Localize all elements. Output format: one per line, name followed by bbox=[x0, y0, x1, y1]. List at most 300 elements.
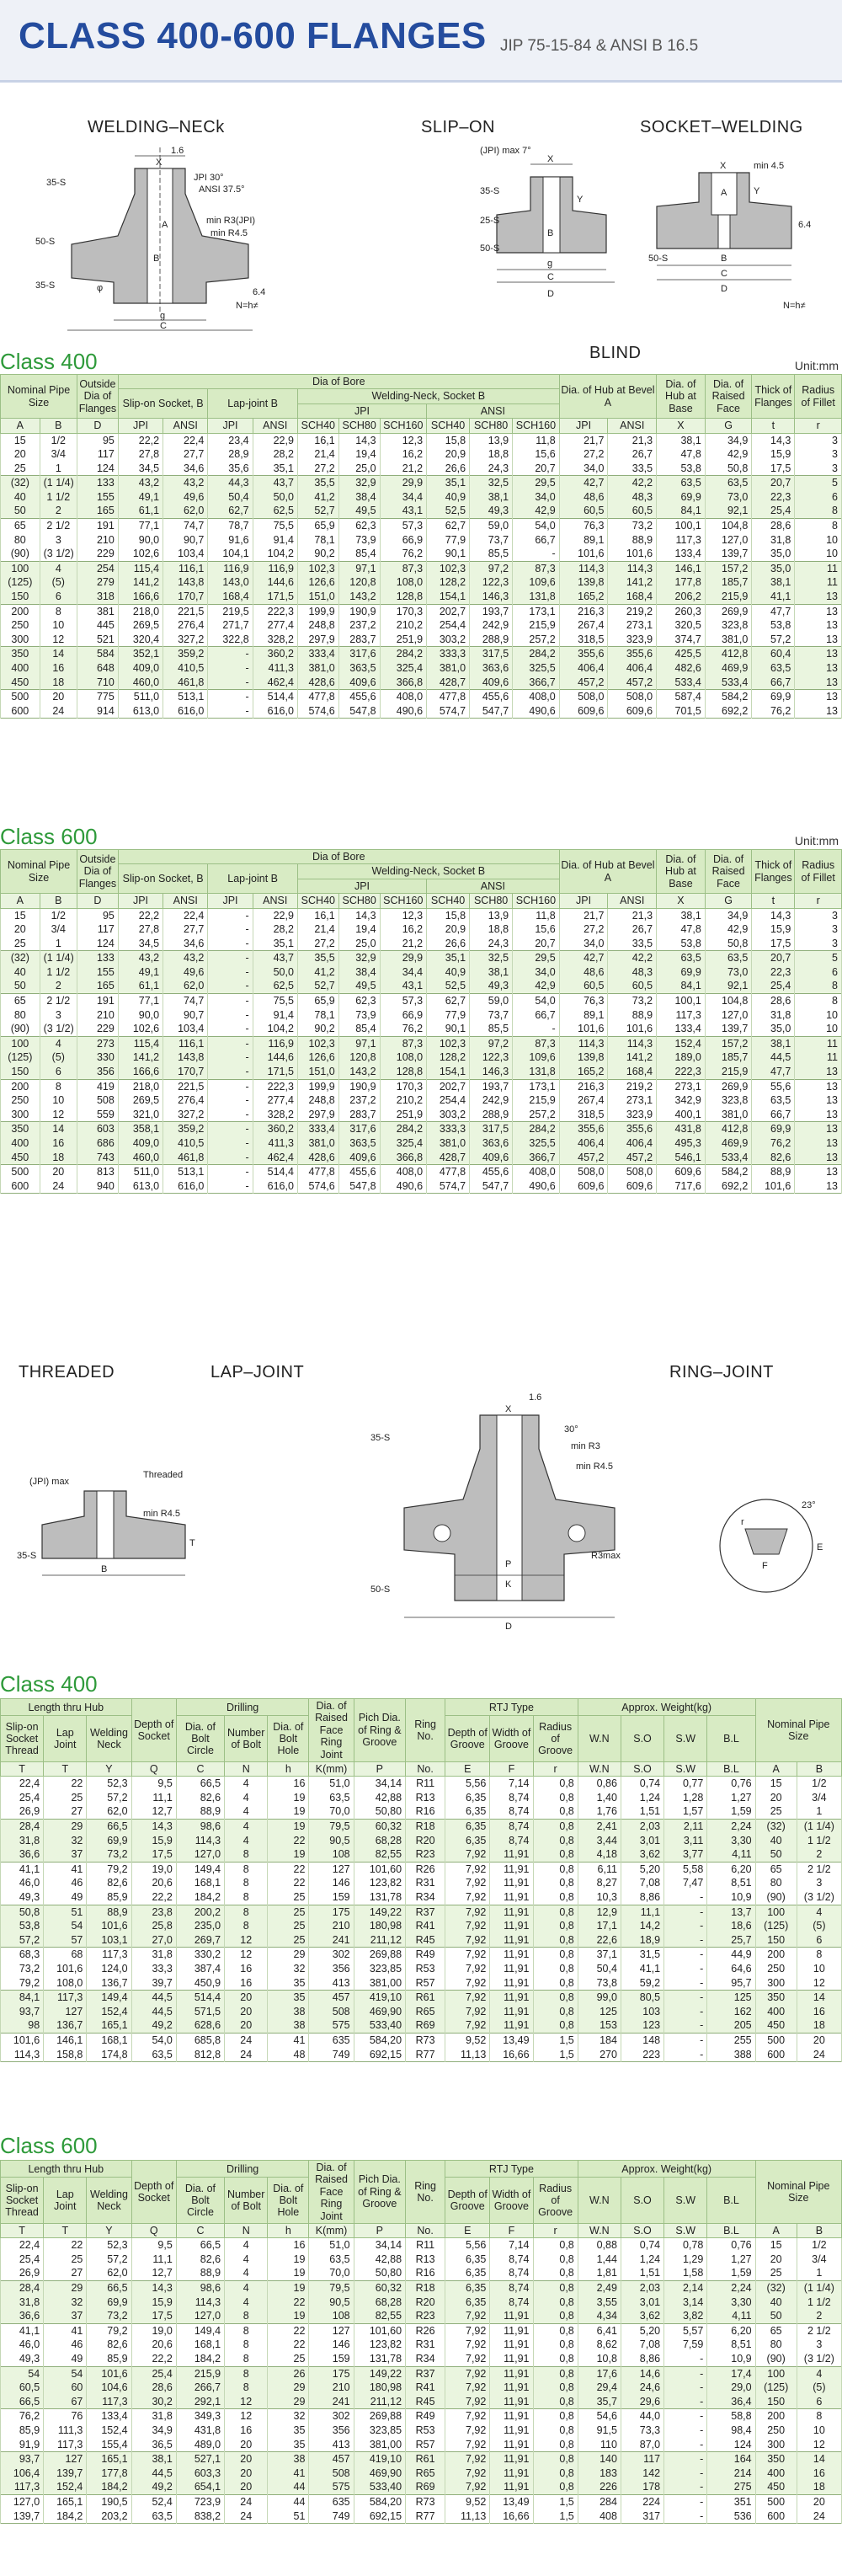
table-cell: 0,74 bbox=[621, 2238, 663, 2253]
symbol-header: T bbox=[1, 1761, 44, 1776]
table-cell: 12 bbox=[40, 633, 77, 647]
table-cell: 584 bbox=[77, 647, 119, 661]
table-cell: 536 bbox=[707, 2509, 755, 2524]
table-cell: 38,1 bbox=[752, 1036, 795, 1050]
table-cell: 584,2 bbox=[705, 690, 751, 704]
table-cell: 97,1 bbox=[338, 561, 380, 575]
table-cell: - bbox=[208, 704, 253, 719]
table-cell: 200 bbox=[755, 1948, 797, 1962]
table-cell: 584,20 bbox=[354, 2494, 405, 2509]
table-cell: (32) bbox=[1, 951, 40, 965]
table-cell: 12,7 bbox=[131, 1804, 176, 1819]
table-cell: 288,9 bbox=[470, 1108, 513, 1122]
table-cell: - bbox=[664, 1962, 707, 1976]
table-row bbox=[1, 2494, 842, 2509]
table-cell: 12 bbox=[225, 2395, 268, 2409]
symbol-header: ANSI bbox=[163, 894, 208, 908]
table-cell: 65,9 bbox=[297, 519, 338, 533]
table-cell: 38,4 bbox=[338, 490, 380, 505]
table-cell: 0,8 bbox=[533, 2018, 578, 2033]
table-cell: 229 bbox=[77, 1022, 119, 1036]
table-cell: 100,1 bbox=[657, 994, 706, 1008]
table-cell: 100 bbox=[1, 1036, 40, 1050]
table-cell: 40 bbox=[1, 490, 40, 505]
table-cell: 0,8 bbox=[533, 2480, 578, 2494]
header-radius-groove: Radius of Groove bbox=[533, 1716, 578, 1761]
table-cell: 297,9 bbox=[297, 633, 338, 647]
table-cell: 66,5 bbox=[87, 1820, 131, 1834]
table-cell: 8 bbox=[225, 1905, 268, 1919]
table-cell: 51 bbox=[268, 2509, 309, 2524]
table-cell: 410,5 bbox=[163, 1136, 208, 1151]
table-cell: 11 bbox=[795, 1050, 842, 1065]
table-cell: 13,9 bbox=[470, 433, 513, 447]
table-cell: 35,0 bbox=[752, 561, 795, 575]
header-sw: S.W bbox=[664, 1716, 707, 1761]
table-cell: 8,74 bbox=[490, 2253, 533, 2267]
table-cell: 4 bbox=[225, 2295, 268, 2310]
table-cell: 457 bbox=[309, 2452, 354, 2466]
table-cell: 22 bbox=[268, 1876, 309, 1890]
table-cell: - bbox=[208, 1151, 253, 1165]
table-cell: 34,0 bbox=[559, 462, 608, 476]
table-cell: 28,9 bbox=[208, 447, 253, 462]
table-cell: 317 bbox=[621, 2509, 663, 2524]
table-cell: 73,3 bbox=[621, 2424, 663, 2438]
table-cell: 77,9 bbox=[427, 1008, 470, 1023]
table-cell: 587,4 bbox=[657, 690, 706, 704]
table-cell: 36,4 bbox=[707, 2395, 755, 2409]
table-cell: 6 bbox=[795, 490, 842, 505]
table-cell: 125 bbox=[707, 1991, 755, 2005]
table-row bbox=[1, 908, 842, 922]
table-cell: 34,14 bbox=[354, 2238, 405, 2253]
table-cell: 11,91 bbox=[490, 1847, 533, 1862]
table-cell: 269,5 bbox=[118, 1093, 163, 1108]
table-cell: 26,6 bbox=[427, 462, 470, 476]
table-cell: 469,9 bbox=[705, 661, 751, 676]
table-cell: 17,5 bbox=[131, 1847, 176, 1862]
table-cell: 400 bbox=[1, 1136, 40, 1151]
table-cell: 356 bbox=[309, 2424, 354, 2438]
symbol-header: Q bbox=[131, 2223, 176, 2237]
table-cell: 477,8 bbox=[297, 690, 338, 704]
table-row bbox=[1, 661, 842, 676]
table-cell: 155,4 bbox=[87, 2438, 131, 2452]
table-cell: 73,2 bbox=[1, 1962, 44, 1976]
table-cell: 284,2 bbox=[513, 647, 560, 661]
table-cell: - bbox=[513, 1022, 560, 1036]
th-note-r45: min R4.5 bbox=[143, 1509, 181, 1519]
table-cell: 10 bbox=[40, 1093, 77, 1108]
table-cell: 29,5 bbox=[513, 951, 560, 965]
table-cell: 65 bbox=[1, 519, 40, 533]
table-cell: R53 bbox=[406, 1962, 445, 1976]
table-cell: 44,5 bbox=[131, 2005, 176, 2019]
symbol-header: S.O bbox=[621, 2223, 663, 2237]
table-cell: 600 bbox=[755, 2509, 797, 2524]
table-cell: R20 bbox=[406, 1834, 445, 1848]
table-cell: 17,5 bbox=[752, 937, 795, 951]
table-cell: 743 bbox=[77, 1151, 119, 1165]
table-cell: 229 bbox=[77, 547, 119, 561]
table-cell: 128,8 bbox=[380, 590, 426, 604]
table-cell: 241 bbox=[309, 2395, 354, 2409]
table-cell: 34,0 bbox=[513, 965, 560, 980]
table-cell: 97,2 bbox=[470, 561, 513, 575]
table-cell: 0,76 bbox=[707, 2238, 755, 2253]
table-cell: 11,13 bbox=[445, 2048, 490, 2062]
table-cell: 102,3 bbox=[297, 561, 338, 575]
table-row bbox=[1, 704, 842, 719]
table-cell: 1 1/2 bbox=[40, 965, 77, 980]
table-cell: 101,6 bbox=[1, 2033, 44, 2047]
header-slip-on-socket: Slip-on Socket Thread bbox=[1, 2178, 44, 2223]
table-cell: 13,49 bbox=[490, 2033, 533, 2047]
symbol-header: S.O bbox=[621, 1761, 663, 1776]
table-cell: 23,8 bbox=[131, 1905, 176, 1919]
table-cell: 91,4 bbox=[253, 1008, 297, 1023]
table-cell: 116,1 bbox=[163, 561, 208, 575]
table-cell: 635 bbox=[309, 2033, 354, 2047]
table-cell: 2,49 bbox=[578, 2281, 621, 2295]
table-cell: 325,4 bbox=[380, 1136, 426, 1151]
header-hub-base: Dia. of Hub at Base bbox=[657, 375, 706, 419]
table-cell: 24 bbox=[225, 2494, 268, 2509]
table-cell: 149,4 bbox=[176, 2323, 224, 2338]
symbol-header: SCH40 bbox=[427, 894, 470, 908]
symbol-header: C bbox=[176, 1761, 224, 1776]
table-cell: 409,0 bbox=[118, 661, 163, 676]
table-cell: 288,9 bbox=[470, 633, 513, 647]
symbol-header: N bbox=[225, 2223, 268, 2237]
table-cell: 0,8 bbox=[533, 1976, 578, 1991]
table-cell: 20 bbox=[1, 447, 40, 462]
table-cell: 2,03 bbox=[621, 1820, 663, 1834]
table-cell: 66,7 bbox=[513, 1008, 560, 1023]
table-cell: 131,78 bbox=[354, 1890, 405, 1905]
table-cell: 150 bbox=[1, 590, 40, 604]
table-cell: 73,9 bbox=[338, 1008, 380, 1023]
table-cell: (90) bbox=[1, 547, 40, 561]
table-row bbox=[1, 1820, 842, 1834]
table-cell: (1 1/4) bbox=[797, 2281, 841, 2295]
table-cell: 89,1 bbox=[559, 533, 608, 548]
table-cell: 237,2 bbox=[338, 1093, 380, 1108]
table-cell: 87,3 bbox=[380, 1036, 426, 1050]
table-cell: 31,5 bbox=[621, 1948, 663, 1962]
table-cell: R13 bbox=[406, 1791, 445, 1805]
table-cell: 685,8 bbox=[176, 2033, 224, 2047]
table-cell: 14,3 bbox=[338, 908, 380, 922]
symbol-header: G bbox=[705, 419, 751, 433]
table-cell: R18 bbox=[406, 2281, 445, 2295]
table-cell: 2,03 bbox=[621, 2281, 663, 2295]
table-cell: 14 bbox=[40, 1122, 77, 1136]
table-cell: (125) bbox=[1, 1050, 40, 1065]
table-cell: 216,3 bbox=[559, 1079, 608, 1093]
table-cell: 165,1 bbox=[44, 2494, 87, 2509]
table-cell: 66,5 bbox=[176, 1777, 224, 1791]
table-cell: 85,4 bbox=[338, 547, 380, 561]
lj-note-50s: 50-S bbox=[370, 1585, 391, 1595]
table-cell: 44,5 bbox=[752, 1050, 795, 1065]
table-cell: 8,62 bbox=[578, 2338, 621, 2352]
table-cell: 457,2 bbox=[608, 1151, 657, 1165]
table-cell: 12,3 bbox=[380, 908, 426, 922]
table-cell: 11,91 bbox=[490, 2005, 533, 2019]
table-cell: 21,2 bbox=[380, 937, 426, 951]
table-cell: 104,8 bbox=[705, 519, 751, 533]
table-cell: 7,92 bbox=[445, 2466, 490, 2481]
table-cell: 359,2 bbox=[163, 1122, 208, 1136]
table-cell: 2 1/2 bbox=[797, 1862, 841, 1876]
table-cell: 216,3 bbox=[559, 604, 608, 618]
table-cell: - bbox=[664, 2048, 707, 2062]
table-cell: 65 bbox=[1, 994, 40, 1008]
socket-welding-flange-drawing bbox=[648, 143, 834, 337]
table-cell: R34 bbox=[406, 2352, 445, 2366]
table-row bbox=[1, 604, 842, 618]
symbol-header: D bbox=[77, 894, 119, 908]
table-cell: 363,6 bbox=[470, 661, 513, 676]
table-cell: - bbox=[664, 1976, 707, 1991]
header-hub-bevel: Dia. of Hub at Bevel A bbox=[559, 375, 656, 419]
header-weight: Approx. Weight(kg) bbox=[578, 1699, 755, 1716]
header-depth-groove: Depth of Groove bbox=[445, 1716, 490, 1761]
table-cell: 34,6 bbox=[163, 462, 208, 476]
table-cell: 152,4 bbox=[657, 1036, 706, 1050]
table-cell: 250 bbox=[1, 618, 40, 633]
table-cell: 16 bbox=[225, 1976, 268, 1991]
wn-note-r45: min R4.5 bbox=[210, 228, 248, 238]
table-cell: 8,51 bbox=[707, 2338, 755, 2352]
table-cell: 87,3 bbox=[513, 1036, 560, 1050]
class-400-drilling-table bbox=[0, 1698, 842, 2062]
table-cell: 12 bbox=[797, 2438, 841, 2452]
table-cell: 3,82 bbox=[664, 2309, 707, 2323]
table-cell: 7,92 bbox=[445, 2005, 490, 2019]
table-cell: 3 bbox=[797, 2338, 841, 2352]
table-cell: 88,9 bbox=[176, 1804, 224, 1819]
table-cell: 271,7 bbox=[208, 618, 253, 633]
table-cell: 103,1 bbox=[87, 1933, 131, 1948]
table-cell: 2 bbox=[797, 2309, 841, 2323]
table-cell: 616,0 bbox=[253, 1179, 297, 1194]
table-cell: 3 bbox=[795, 937, 842, 951]
table-cell: 3,62 bbox=[621, 2309, 663, 2323]
table-cell: 91,5 bbox=[578, 2424, 621, 2438]
table-cell: 19 bbox=[268, 2309, 309, 2323]
table-cell: 20 bbox=[755, 2253, 797, 2267]
table-cell: 533,4 bbox=[657, 676, 706, 690]
table-cell: 574,7 bbox=[427, 704, 470, 719]
table-cell: 59,0 bbox=[470, 519, 513, 533]
table-cell: 162 bbox=[707, 2005, 755, 2019]
table-cell: 455,6 bbox=[338, 690, 380, 704]
table-row bbox=[1, 676, 842, 690]
table-cell: 114,3 bbox=[1, 2048, 44, 2062]
lj-note-x: X bbox=[505, 1404, 512, 1414]
table-cell: 87,3 bbox=[513, 561, 560, 575]
table-cell: - bbox=[664, 1991, 707, 2005]
table-cell: 10 bbox=[795, 533, 842, 548]
table-cell: 40,9 bbox=[427, 965, 470, 980]
header-drilling: Drilling bbox=[176, 1699, 309, 1716]
symbol-header: C bbox=[176, 2223, 224, 2237]
table-cell: 25 bbox=[268, 1933, 309, 1948]
header-drilling: Drilling bbox=[176, 2161, 309, 2178]
table-cell: R65 bbox=[406, 2005, 445, 2019]
table-cell: 150 bbox=[1, 1065, 40, 1079]
table-cell: 149,4 bbox=[176, 1862, 224, 1876]
table-cell: R16 bbox=[406, 2266, 445, 2280]
table-cell: (90) bbox=[755, 1890, 797, 1905]
table-cell: 26 bbox=[268, 2366, 309, 2381]
table-cell: 6,41 bbox=[578, 2323, 621, 2338]
table-row bbox=[1, 965, 842, 980]
table-cell: 19 bbox=[268, 1820, 309, 1834]
table-cell: 73,9 bbox=[338, 533, 380, 548]
table-cell: 574,6 bbox=[297, 1179, 338, 1194]
table-cell: 7,92 bbox=[445, 2409, 490, 2424]
table-cell: 44,3 bbox=[208, 476, 253, 490]
table-cell: 65 bbox=[755, 1862, 797, 1876]
table-cell: R49 bbox=[406, 1948, 445, 1962]
table-cell: 1,24 bbox=[621, 1791, 663, 1805]
table-row bbox=[1, 1136, 842, 1151]
table-row bbox=[1, 575, 842, 590]
table-cell: 511,0 bbox=[118, 690, 163, 704]
table-cell: 89,1 bbox=[559, 1008, 608, 1023]
table-cell: 3,01 bbox=[621, 1834, 663, 1848]
table-cell: 104,8 bbox=[705, 994, 751, 1008]
blind-label: BLIND bbox=[589, 344, 642, 362]
table-cell: 273 bbox=[77, 1036, 119, 1050]
symbol-header: T bbox=[1, 2223, 44, 2237]
table-cell: 78,7 bbox=[208, 519, 253, 533]
table-cell: 127 bbox=[309, 1862, 354, 1876]
table-cell: 20 bbox=[225, 1991, 268, 2005]
table-cell: 190,9 bbox=[338, 1079, 380, 1093]
table-cell: 328,2 bbox=[253, 1108, 297, 1122]
table-cell: 267,4 bbox=[559, 618, 608, 633]
table-row bbox=[1, 951, 842, 965]
symbol-header: No. bbox=[406, 2223, 445, 2237]
table-cell: 11,91 bbox=[490, 2466, 533, 2481]
table-cell: 133 bbox=[77, 951, 119, 965]
table-cell: 7,14 bbox=[490, 2238, 533, 2253]
table-cell: 15,9 bbox=[752, 447, 795, 462]
table-cell: - bbox=[664, 2381, 707, 2395]
table-cell: 283,7 bbox=[338, 1108, 380, 1122]
table-cell: 43,1 bbox=[380, 979, 426, 993]
threaded-label: THREADED bbox=[19, 1363, 115, 1382]
table-cell: 50,0 bbox=[253, 490, 297, 505]
table-cell: 91,9 bbox=[1, 2438, 44, 2452]
table-cell: 57,2 bbox=[87, 2253, 131, 2267]
header-welding-neck: Welding-Neck, Socket B bbox=[297, 864, 559, 879]
table-cell: 17,5 bbox=[131, 2309, 176, 2323]
table-cell: 13 bbox=[795, 704, 842, 719]
table-cell: 547,8 bbox=[338, 704, 380, 719]
table-cell: 22,6 bbox=[578, 1933, 621, 1948]
table-row bbox=[1, 2295, 842, 2310]
header-slipon: Slip-on Socket, B bbox=[118, 389, 208, 419]
table-cell: 701,5 bbox=[657, 704, 706, 719]
table-cell: R69 bbox=[406, 2018, 445, 2033]
table-cell: 69,9 bbox=[752, 690, 795, 704]
table-cell: 68 bbox=[44, 1948, 87, 1962]
table-cell: 22,3 bbox=[752, 490, 795, 505]
table-cell: 50 bbox=[755, 2309, 797, 2323]
table-cell: 8 bbox=[225, 1876, 268, 1890]
table-cell: 355,6 bbox=[559, 647, 608, 661]
table-cell: 603 bbox=[77, 1122, 119, 1136]
table-cell: 184,2 bbox=[44, 2509, 87, 2524]
table-cell: 3 bbox=[795, 433, 842, 447]
table-cell: 49,2 bbox=[131, 2480, 176, 2494]
table-cell: 175 bbox=[309, 1905, 354, 1919]
table-cell: 3/4 bbox=[40, 447, 77, 462]
table-cell: 3 bbox=[795, 922, 842, 937]
table-cell: 102,3 bbox=[297, 1036, 338, 1050]
table-row bbox=[1, 2409, 842, 2424]
table-cell: 110 bbox=[578, 2438, 621, 2452]
table-cell: 44,0 bbox=[621, 2409, 663, 2424]
table-cell: 7,92 bbox=[445, 1919, 490, 1933]
table-cell: 322,8 bbox=[208, 633, 253, 647]
table-cell: 98 bbox=[1, 2018, 44, 2033]
table-cell: 33,5 bbox=[608, 462, 657, 476]
table-cell: 477,8 bbox=[427, 690, 470, 704]
lj-note-r45: min R4.5 bbox=[576, 1462, 614, 1472]
table-cell: 165 bbox=[77, 504, 119, 518]
table-cell: 223 bbox=[621, 2048, 663, 2062]
table-cell: 235,0 bbox=[176, 1919, 224, 1933]
table-cell: 50 bbox=[1, 979, 40, 993]
table-cell: 317,5 bbox=[470, 647, 513, 661]
table-cell: 82,55 bbox=[354, 2309, 405, 2323]
table-cell: 12,3 bbox=[380, 433, 426, 447]
table-row bbox=[1, 1036, 842, 1050]
table-cell: 191 bbox=[77, 519, 119, 533]
table-cell: 38,1 bbox=[470, 965, 513, 980]
table-cell: 222,3 bbox=[253, 1079, 297, 1093]
table-cell: 50 bbox=[1, 504, 40, 518]
symbol-header: P bbox=[354, 1761, 405, 1776]
table-cell: 838,2 bbox=[176, 2509, 224, 2524]
table-cell: 7,92 bbox=[445, 2018, 490, 2033]
section-class-600-a: Class 600 bbox=[0, 824, 98, 849]
table-cell: 419 bbox=[77, 1079, 119, 1093]
table-cell: 139,8 bbox=[559, 1050, 608, 1065]
table-cell: 57,2 bbox=[87, 1791, 131, 1805]
wn-note-n: N=h≠ bbox=[236, 301, 258, 311]
table-cell: 70,0 bbox=[309, 2266, 354, 2280]
table-cell: 24 bbox=[40, 1179, 77, 1194]
wn-note-r3: min R3(JPI) bbox=[206, 216, 256, 226]
table-cell: 9,5 bbox=[131, 1777, 176, 1791]
table-cell: 18,9 bbox=[621, 1933, 663, 1948]
table-cell: 63,5 bbox=[752, 661, 795, 676]
table-cell: 191 bbox=[77, 994, 119, 1008]
table-cell: 533,40 bbox=[354, 2018, 405, 2033]
table-cell: 143,8 bbox=[163, 575, 208, 590]
table-cell: 47,8 bbox=[657, 922, 706, 937]
header-welding-neck: Welding Neck bbox=[87, 1716, 131, 1761]
table-cell: 15,8 bbox=[427, 433, 470, 447]
